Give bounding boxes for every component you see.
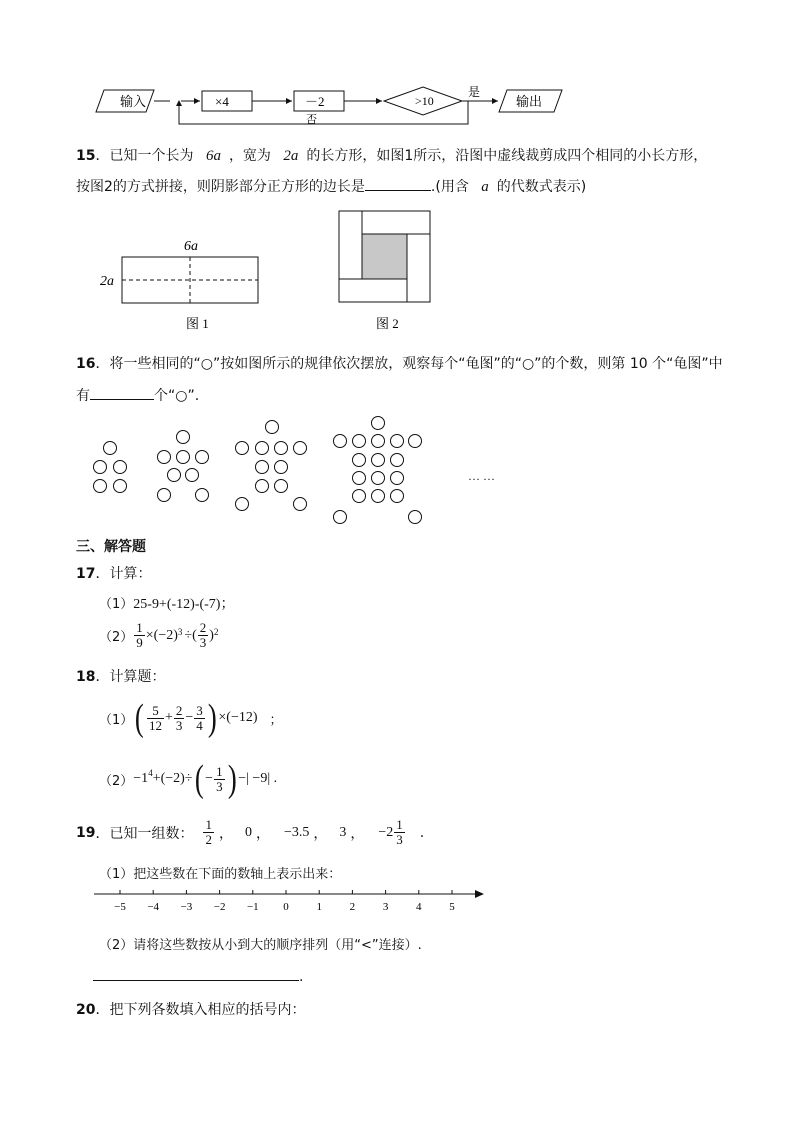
- number-line-tick-label: 5: [449, 901, 455, 913]
- section-3-title: 三、解答题: [76, 539, 146, 555]
- q16-line1: 16．将一些相同的“○”按如图所示的规律依次摆放，观察每个“龟图”的“○”的个数，则第 10 个“龟图”中: [76, 356, 723, 372]
- q19-answer-line: .: [93, 968, 303, 985]
- q16-answer-blank: [90, 387, 154, 400]
- q16-ellipsis: … …: [468, 469, 495, 483]
- q17-title: 17．计算：: [76, 566, 152, 582]
- q19-answer-blank: [93, 968, 299, 981]
- number-line-tick-label: 4: [416, 901, 422, 913]
- q19-part1: （1）把这些数在下面的数轴上表示出来：: [99, 867, 342, 882]
- flow-multiply-label: ×4: [215, 94, 229, 109]
- number-line-tick-label: 2: [349, 901, 356, 913]
- turtle-figure-3: [236, 421, 307, 511]
- q15-figure-2: [336, 210, 436, 335]
- number-line-tick-label: 0: [283, 901, 289, 913]
- q15-number: 15: [76, 148, 96, 164]
- q18-part1: （1） ( $\frac{5}{12}$ + $\frac{2}{3}$ − $\frac{3}{4}$ ) ×(−12) ；: [99, 697, 283, 739]
- q18-title: 18．计算题：: [76, 669, 166, 685]
- flow-condition-label: >10: [415, 94, 434, 108]
- number-line-tick-label: −2: [213, 901, 226, 913]
- q18-part2: （2） −1 $^4$ +(−2)÷ ( − $\frac{1}{3}$ ) −| −9| .: [99, 758, 278, 800]
- number-line-tick-label: −1: [246, 901, 259, 913]
- q15-figure-1: [96, 235, 276, 335]
- flowchart: [90, 84, 570, 128]
- q19-line1: 19 ．已知一组数： $\frac{1}{2}$ ， 0 ， −3.5 ， 3 ， −2 $\frac{1}{3}$ .: [76, 817, 425, 847]
- flow-yes-label: 是: [468, 85, 481, 99]
- q16-turtle-figures: [88, 412, 508, 532]
- q15-answer-blank: [365, 178, 431, 191]
- q15-line1: 15．已知一个长为 6a ，宽为 2a 的长方形，如图1所示，沿图中虚线裁剪成四个相同的小长方形，: [76, 148, 708, 164]
- q15-line2: 按图2的方式拼接，则阴影部分正方形的边长是 .(用含 a 的代数式表示): [76, 179, 587, 195]
- flow-input-label: 输入: [120, 94, 147, 109]
- q17-part1: （1）25-9+(-12)-(-7)；: [99, 597, 235, 612]
- number-line-ticks: [114, 890, 455, 913]
- q19-part2: （2）请将这些数按从小到大的顺序排列（用“<”连接）.: [99, 938, 422, 953]
- flow-minus-label: －2: [305, 94, 325, 109]
- fig2-caption: 图 2: [376, 316, 399, 331]
- flow-no-label: 否: [306, 114, 317, 126]
- q17-part2: （2） $\frac{1}{9}$ ×(−2) $^3$ ÷( $\frac{2}{3}$ ) $^2$: [99, 620, 219, 650]
- fig1-top-label: 6a: [184, 239, 198, 254]
- turtle-figure-4: [334, 417, 422, 524]
- q20-title: 20．把下列各数填入相应的括号内：: [76, 1002, 306, 1018]
- number-line-tick-label: −4: [147, 901, 160, 913]
- number-line-tick-label: 1: [316, 901, 322, 913]
- q16-line2: 有 个“○”.: [76, 388, 200, 404]
- number-line-tick-label: −3: [180, 901, 193, 913]
- fig1-left-label: 2a: [100, 274, 114, 289]
- turtle-figure-2: [158, 431, 209, 502]
- q16-number: 16: [76, 356, 96, 372]
- fig1-caption: 图 1: [186, 316, 209, 331]
- q19-number-line: [92, 884, 487, 914]
- turtle-figure-1: [94, 442, 127, 493]
- number-line-tick-label: −5: [114, 901, 126, 913]
- number-line-tick-label: 3: [382, 901, 389, 913]
- flow-output-label: 输出: [516, 94, 543, 109]
